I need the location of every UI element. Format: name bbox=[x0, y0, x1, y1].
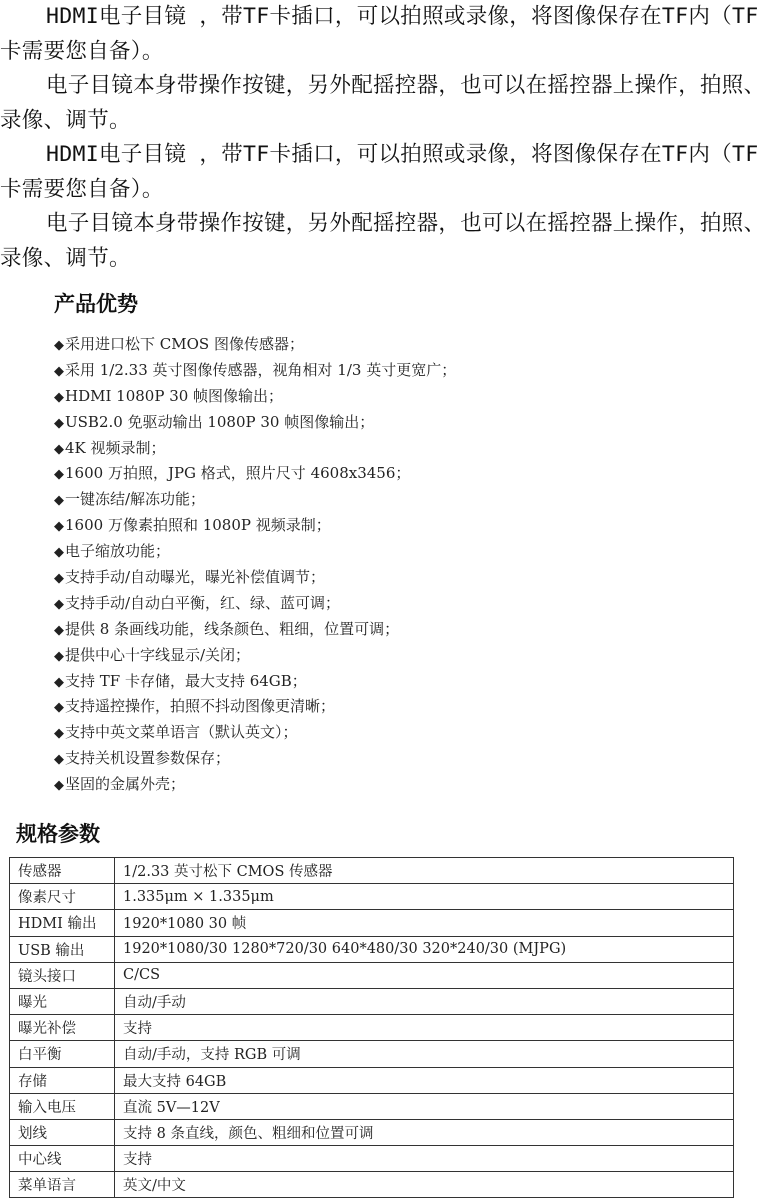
spec-name-cell: 菜单语言 bbox=[10, 1172, 115, 1198]
spec-name-cell: USB 输出 bbox=[10, 936, 115, 962]
advantage-item bbox=[54, 746, 456, 772]
spec-value-cell: C/CS bbox=[115, 962, 734, 988]
advantage-item bbox=[54, 720, 456, 746]
table-row bbox=[10, 910, 734, 936]
diamond-bullet-icon: ◆ bbox=[54, 752, 64, 768]
intro-section bbox=[0, 0, 775, 276]
spec-name-cell: 曝光补偿 bbox=[10, 1015, 115, 1041]
advantage-text: 提供中心十字线显示/关闭； bbox=[65, 645, 251, 664]
table-row bbox=[10, 1172, 734, 1198]
diamond-bullet-icon: ◆ bbox=[54, 441, 64, 457]
advantage-text: 1600 万像素拍照和 1080P 视频录制； bbox=[65, 516, 331, 535]
advantage-item bbox=[54, 410, 456, 436]
diamond-bullet-icon: ◆ bbox=[54, 596, 64, 612]
advantage-item bbox=[54, 694, 456, 720]
table-row bbox=[10, 988, 734, 1014]
intro-paragraph: HDMI电子目镜 ，带TF卡插口，可以拍照或录像，将图像保存在TF内（TF卡需要您自备）。 bbox=[0, 4, 759, 64]
advantages-list bbox=[54, 332, 456, 798]
table-row bbox=[10, 962, 734, 988]
diamond-bullet-icon: ◆ bbox=[54, 571, 64, 587]
diamond-bullet-icon: ◆ bbox=[54, 493, 64, 509]
advantage-item bbox=[54, 513, 456, 539]
table-row bbox=[10, 1067, 734, 1093]
advantage-text: 支持手动/自动曝光，曝光补偿值调节； bbox=[65, 568, 326, 587]
table-row bbox=[10, 858, 734, 884]
advantage-text: 采用 1/2.33 英寸图像传感器，视角相对 1/3 英寸更宽广； bbox=[65, 360, 457, 379]
spec-value-cell: 支持 bbox=[115, 1015, 734, 1041]
spec-value-cell: 自动/手动，支持 RGB 可调 bbox=[115, 1041, 734, 1067]
diamond-bullet-icon: ◆ bbox=[54, 622, 64, 638]
spec-value-cell: 1.335μm × 1.335μm bbox=[115, 884, 734, 910]
advantage-item bbox=[54, 461, 456, 487]
advantage-text: 支持手动/自动白平衡，红、绿、蓝可调； bbox=[65, 593, 341, 612]
spec-name-cell: 存储 bbox=[10, 1067, 115, 1093]
advantage-text: 提供 8 条画线功能，线条颜色、粗细，位置可调； bbox=[65, 619, 400, 638]
diamond-bullet-icon: ◆ bbox=[54, 467, 64, 483]
spec-name-cell: 输入电压 bbox=[10, 1093, 115, 1119]
advantage-text: 4K 视频录制； bbox=[65, 438, 166, 457]
specs-table bbox=[9, 857, 734, 1198]
advantage-text: 支持中英文菜单语言（默认英文）； bbox=[65, 723, 298, 742]
advantage-item bbox=[54, 591, 456, 617]
table-row bbox=[10, 1015, 734, 1041]
advantage-item bbox=[54, 539, 456, 565]
advantage-item bbox=[54, 332, 456, 358]
advantage-text: USB2.0 免驱动输出 1080P 30 帧图像输出； bbox=[65, 412, 375, 431]
spec-name-cell: 划线 bbox=[10, 1119, 115, 1145]
diamond-bullet-icon: ◆ bbox=[54, 338, 64, 353]
table-row bbox=[10, 1146, 734, 1172]
advantage-item bbox=[54, 772, 456, 798]
spec-name-cell: HDMI 输出 bbox=[10, 910, 115, 936]
spec-value-cell: 1920*1080 30 帧 bbox=[115, 910, 734, 936]
spec-value-cell: 直流 5V—12V bbox=[115, 1093, 734, 1119]
advantage-text: 坚固的金属外壳； bbox=[65, 775, 186, 794]
advantage-text: 支持关机设置参数保存； bbox=[65, 749, 231, 768]
advantage-item bbox=[54, 384, 456, 410]
advantage-item bbox=[54, 669, 456, 695]
spec-value-cell: 支持 8 条直线，颜色、粗细和位置可调 bbox=[115, 1119, 734, 1145]
diamond-bullet-icon: ◆ bbox=[54, 726, 64, 742]
spec-value-cell: 支持 bbox=[115, 1146, 734, 1172]
diamond-bullet-icon: ◆ bbox=[54, 389, 64, 405]
advantage-text: 支持 TF 卡存储，最大支持 64GB； bbox=[65, 671, 307, 690]
specs-heading: 规格参数 bbox=[16, 822, 100, 846]
table-row bbox=[10, 936, 734, 962]
intro-paragraph: HDMI电子目镜 ，带TF卡插口，可以拍照或录像，将图像保存在TF内（TF卡需要您自备）。 bbox=[0, 142, 759, 202]
table-row bbox=[10, 1119, 734, 1145]
spec-name-cell: 传感器 bbox=[10, 858, 115, 884]
diamond-bullet-icon: ◆ bbox=[54, 363, 64, 379]
advantage-text: HDMI 1080P 30 帧图像输出； bbox=[65, 386, 284, 405]
spec-value-cell: 1920*1080/30 1280*720/30 640*480/30 320*240/30 (MJPG) bbox=[115, 936, 734, 962]
table-row bbox=[10, 1093, 734, 1119]
advantage-item bbox=[54, 617, 456, 643]
table-row bbox=[10, 1041, 734, 1067]
diamond-bullet-icon: ◆ bbox=[54, 648, 64, 664]
spec-name-cell: 镜头接口 bbox=[10, 962, 115, 988]
spec-name-cell: 曝光 bbox=[10, 988, 115, 1014]
advantage-text: 电子缩放功能； bbox=[65, 542, 171, 561]
advantage-item bbox=[54, 487, 456, 513]
spec-value-cell: 自动/手动 bbox=[115, 988, 734, 1014]
table-row bbox=[10, 884, 734, 910]
advantage-item bbox=[54, 565, 456, 591]
advantage-text: 一键冻结/解冻功能； bbox=[65, 490, 206, 509]
specs-table-body bbox=[10, 858, 734, 1198]
diamond-bullet-icon: ◆ bbox=[54, 700, 64, 716]
diamond-bullet-icon: ◆ bbox=[54, 674, 64, 690]
diamond-bullet-icon: ◆ bbox=[54, 778, 64, 794]
advantages-heading: 产品优势 bbox=[54, 292, 138, 316]
spec-value-cell: 最大支持 64GB bbox=[115, 1067, 734, 1093]
advantage-text: 采用进口松下 CMOS 图像传感器； bbox=[65, 335, 304, 353]
advantage-text: 支持遥控操作，拍照不抖动图像更清晰； bbox=[65, 697, 336, 716]
spec-name-cell: 白平衡 bbox=[10, 1041, 115, 1067]
spec-name-cell: 像素尺寸 bbox=[10, 884, 115, 910]
intro-paragraph: 电子目镜本身带操作按键，另外配摇控器，也可以在摇控器上操作，拍照、录像、调节。 bbox=[0, 73, 766, 133]
intro-paragraph: 电子目镜本身带操作按键，另外配摇控器，也可以在摇控器上操作，拍照、录像、调节。 bbox=[0, 211, 766, 271]
advantage-text: 1600 万拍照，JPG 格式，照片尺寸 4608x3456； bbox=[65, 464, 411, 483]
diamond-bullet-icon: ◆ bbox=[54, 519, 64, 535]
spec-value-cell: 英文/中文 bbox=[115, 1172, 734, 1198]
spec-name-cell: 中心线 bbox=[10, 1146, 115, 1172]
advantage-item bbox=[54, 643, 456, 669]
diamond-bullet-icon: ◆ bbox=[54, 545, 64, 561]
advantage-item bbox=[54, 358, 456, 384]
diamond-bullet-icon: ◆ bbox=[54, 415, 64, 431]
advantage-item bbox=[54, 436, 456, 462]
spec-value-cell: 1/2.33 英寸松下 CMOS 传感器 bbox=[115, 858, 734, 884]
